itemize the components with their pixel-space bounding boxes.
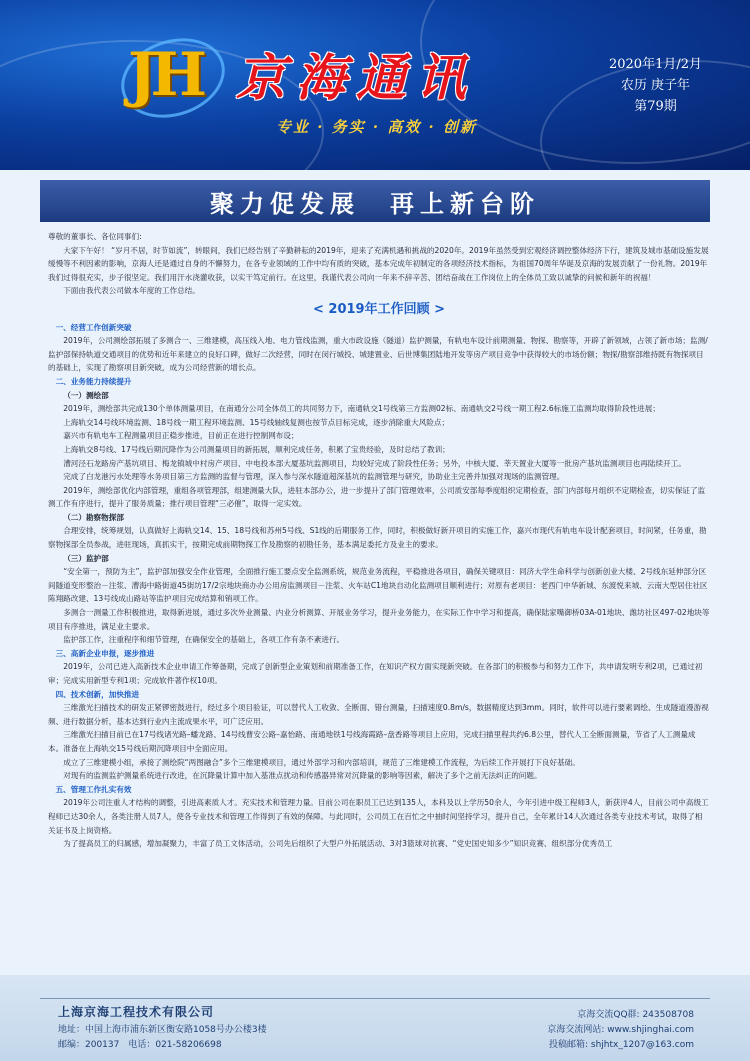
body-paragraph: 三维激光扫描技术的研发正紧锣密鼓进行，经过多个项目验证，可以替代人工收敛、全断面、错台测量，扫描速度0.8m/s，数据精度达到3mm。同时，软件可以进行要素调绘、生成隧道漫游视频、进行数据分析，基本达到行业内主流成果水平，可广泛应用。	[48, 703, 709, 726]
company-address: 地址：中国上海市浦东新区衡安路1058号办公楼3楼	[58, 1025, 267, 1035]
article-body	[48, 230, 710, 851]
body-paragraph: 监护部工作，注重程序和细节管理，在确保安全的基础上，各项工作有条不紊进行。	[63, 635, 345, 645]
body-paragraph: 三维激光扫描目前已在17号线诸光路–蟠龙路、14号线曹安公路–嘉怡路、南通地铁1号线海霞路–盘香路等项目上应用，完成扫描里程共约6.8公里，替代人工全断面测量，节省了人工测量成本。准备在上海轨交15号线后期沉降项目中全面应用。	[48, 730, 696, 753]
body-paragraph: 多测合一测量工作积极推进，取得新进展，通过多次外业测量、内业分析测算、开展业务学习，提升业务能力，在实际工作中学习和提高，确保陆家嘴御桥03A-01地块、潍坊社区497-02地块等项目有序推进，满足业主要求。	[48, 608, 710, 631]
body-paragraph: 2019年，测绘部共完成130个单体测量项目，在南通分公司全体员工的共同努力下，南通轨交1号线第三方监测02标、南通轨交2号线一期工程2.6标施工监测均取得阶段性进展；	[63, 404, 660, 414]
body-paragraph: 成立了三维建模小组，承接了测绘院“两图融合”多个三维建模项目，通过外部学习和内部培训，规范了三维建模工作流程，为后续工作开展打下良好基础。	[63, 757, 580, 767]
salutation: 尊敬的董事长、各位同事们:	[48, 232, 142, 241]
body-paragraph: 为了提高员工的归属感，增加凝聚力，丰富了员工文体活动，公司先后组织了大型户外拓展活动、3对3篮球对抗赛、“党史国史知多少”知识竞赛、组织部分优秀员工	[63, 839, 613, 849]
body-paragraph: 上海轨交8号线、17号线后期沉降作为公司测量项目的新拓展，顺利完成任务，积累了宝贵经验，及时总结了教训；	[63, 444, 450, 454]
body-paragraph: 2019年，公司已进入高新技术企业申请工作筹备期，完成了创新型企业策划和前期准备工作，在知识产权方面实现新突破。在各部门的积极参与和努力工作下，共申请发明专利2项，已通过初审；完成实用新型专利1项；完成软件著作权10项。	[48, 662, 703, 685]
slogan: 专业 · 务实 · 高效 · 创新	[276, 118, 478, 136]
section-heading: 三、高新企业申报，逐步推进	[55, 648, 155, 658]
subsection-heading: （三）监护部	[63, 553, 109, 563]
lunar-year: 农历 庚子年	[620, 78, 691, 93]
intro-paragraph: 大家下午好！ “岁月不居，时节如流”，转眼间，我们已经告别了辛勤耕耘的2019年，迎来了充满机遇和挑战的2020年。2019年虽然受到宏观经济调控整体经济下行，建筑及城市基础设施发展缓慢等不利因素的影响，京海人还是通过自身的不懈努力，在各专业领域的工作中均有质的突破，基本完成年初制定的各项经济技术指标，为祖国70周年华诞及京海的发展贡献了一份礼物。2019年我们过得很充实，步子很坚定。我们用汗水浇灌收获，以实干笃定前行。在这里，我谨代表公司向一年来不辞辛苦、团结奋战在工作岗位上的全体员工致以诚挚的问候和新年的祝福！	[48, 245, 709, 282]
review-body	[48, 321, 710, 851]
logo: JH	[128, 40, 202, 110]
subsection-heading: （一）测绘部	[63, 390, 109, 400]
section-heading: 二、业务能力持续提升	[55, 376, 132, 386]
website-link[interactable]: 京海交流网站: www.shjinghai.com	[547, 1025, 694, 1035]
section-heading: 四、技术创新，加快推进	[55, 689, 140, 699]
intro-paragraph: 下面由我代表公司做本年度的工作总结。	[63, 286, 200, 296]
footer-divider	[40, 998, 710, 999]
body-paragraph: 2019年，测绘部优化内部管理，重组各项管理部，组建测量大队，进驻本部办公，进一步提升了部门管理效率，公司质安部每季度组织定期检查，部门内部每月组织不定期检查，切实保证了监测工作有序进行，提升了服务质量；推行项目管理“三必催”，取得一定实效。	[48, 485, 706, 509]
body-paragraph: 2019年公司注重人才结构的调整，引进高素质人才。充实技术和管理力量。目前公司在职员工已达到135人，本科及以上学历50余人，今年引进中级工程师3人，新获评4人，目前公司中高级工程师已达30余人，各类注册人员7人，使各专业技术和管理工作得到了有效的保障。与此同时，公司员工在百忙之中抽时间坚持学习，提升自己，全年累计14人次通过各类专业技术考试，取得了相关证书及上岗资格。	[48, 798, 709, 835]
body-paragraph: 合理安排，统筹规划，认真做好上海轨交14、15、18号线和苏州5号线、S1线的后期服务工作，同时，积极做好新开项目的实施工作，嘉兴市现代有轨电车设计配套项目，时间紧，任务重，勘察物探部全员参战，进驻现场，真抓实干，按期完成前期物探工作及勘察的初勘任务，基本满足委托方及业主的要求。	[48, 526, 707, 550]
body-paragraph: 漕河泾石龙路房产基坑项目、梅龙镇城中村房产项目、中电投本部大厦基坑监测项目，均较好完成了阶段性任务；另外，中核大厦、莘天置业大厦等一批房产基坑监测项目也再陆续开工。	[63, 458, 686, 468]
issue-date: 2020年1月/2月	[608, 57, 702, 72]
section-title: < 2019年工作回顾 >	[312, 301, 446, 317]
body-paragraph: 对现有的监测监护测量系统进行改进，在沉降量计算中加入基准点扰动和传感器异常对沉降量的影响等因素，解决了多个之前无法纠正的问题。	[63, 771, 542, 781]
body-paragraph: 完成了白龙港污水处理等水务项目第三方监测的监督与管理，深入参与深水隧道超深基坑的监测管理与研究，协助业主完善并加强对现场的监测管理。	[63, 472, 565, 482]
company-name: 上海京海工程技术有限公司	[58, 1005, 215, 1019]
body-paragraph: 嘉兴市有轨电车工程测量项目正稳步推进，目前正在进行控制网布设；	[63, 431, 299, 441]
masthead	[0, 0, 750, 170]
body-paragraph: 上海轨交14号线环境监测、18号线一期工程环境监测、15号线轴线复测也按节点目标完成，逐步消除重大风险点；	[63, 417, 450, 427]
body-paragraph: “安全第一，预防为主”，监护部加强安全作业管理，全面推行施工要点安全监测系统，规范业务流程，平稳推进各项目，确保关键项目：同济大学生命科学与创新创业大楼、2号线东延伸部分区间隧道变形整治－注浆、漕海中路街道45街坊17/2宗地块商办办公用房监测项目－注浆、火车站C1地块自动化监测项目顺利进行；对原有老项目：老西门中华新城、东渡悦来城、云南大型居住社区陈翔路改建、13号线成山路站等监护项目完成结算和销项工作。	[48, 567, 708, 604]
issue-number: 第79期	[634, 99, 677, 114]
company-contact: 邮编：200137 电话：021-58206698	[58, 1040, 222, 1050]
brand-title: 京海通讯	[236, 48, 476, 107]
qq-group: 京海交流QQ群: 243508708	[577, 1010, 694, 1020]
section-heading: 一、经营工作创新突破	[55, 322, 132, 332]
submission-email[interactable]: 投稿邮箱: shjhtx_1207@163.com	[548, 1040, 694, 1050]
section-heading: 五、管理工作扎实有效	[55, 784, 132, 794]
body-paragraph: 2019年，公司测绘部拓展了多测合一、三维建模，高压线入地、电力管线监测，重大市政设施（隧道）监护测量，有轨电车设计前期测量、物探、勘察等，开辟了新领域，占领了新市场；监测/监护部保持轨道交通项目的优势和近年来建立的良好口碑，做好二次经营，同时在闵行城投、城建置业、后世博集团陆地开发等房产项目竞争中获得较大的市场份额；物探/勘察部维持既有物探项目的基础上，实现了勘察项目新突破，成为公司经营新的增长点。	[48, 336, 708, 373]
headline: 聚力促发展 再上新台阶	[40, 180, 710, 222]
issue-info	[609, 54, 702, 117]
subsection-heading: （二）勘察物探部	[63, 512, 124, 522]
